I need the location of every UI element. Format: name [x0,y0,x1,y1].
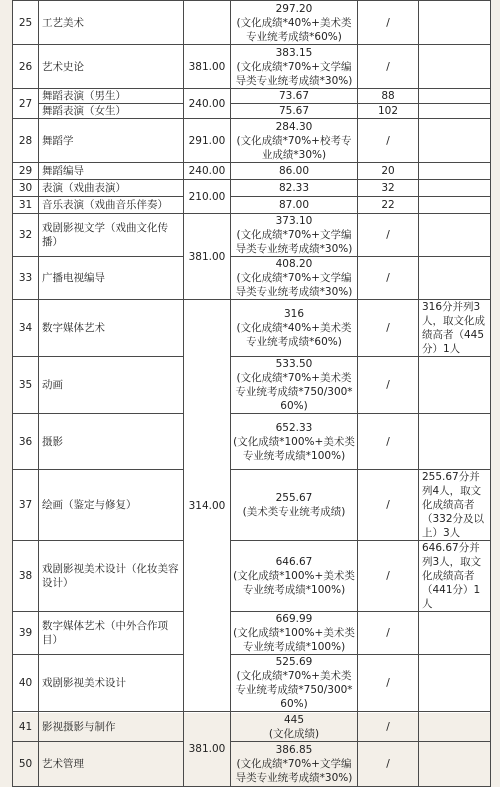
note-cell [419,163,491,180]
score-value: 73.67 [231,89,358,104]
table-row [13,89,491,104]
score-cell [231,541,358,612]
line-score: 381.00 [184,214,231,300]
major-name: 艺术管理 [39,742,184,787]
major-number: 41 [13,712,39,742]
rank-value: / [358,742,419,787]
score-cell [231,655,358,712]
rank-value: 22 [358,197,419,214]
score-formula: (文化成绩*100%+美术类专业统考成绩*100%) [233,627,355,653]
score-formula: (文化成绩*70%+文学编导类专业统考成绩*30%) [235,272,353,298]
score-value: 316 [283,308,305,320]
table-row [13,300,491,357]
major-number: 50 [13,742,39,787]
note-cell [419,712,491,742]
table-row [13,163,491,180]
score-cell [231,357,358,414]
major-number: 27 [13,89,39,119]
tie-note: 646.67分并列3人，取文化成绩高者（441分）1人 [419,541,491,612]
note-cell [419,612,491,655]
score-value: 82.33 [231,180,358,197]
score-formula: (文化成绩*70%+文学编导类专业统考成绩*30%) [235,229,353,255]
note-cell [419,357,491,414]
score-value: 525.69 [275,656,313,668]
note-cell [419,197,491,214]
score-value: 284.30 [275,120,313,133]
table-row [13,197,491,214]
major-number: 40 [13,655,39,712]
major-name: 绘画（鉴定与修复） [39,470,184,541]
note-cell [419,742,491,787]
major-number: 35 [13,357,39,414]
score-cell [231,214,358,257]
score-formula: (文化成绩*70%+美术类专业统考成绩*750/300*60%) [235,670,353,710]
major-number: 36 [13,414,39,470]
table-row [13,45,491,89]
rank-value: / [358,119,419,163]
rank-value: / [358,257,419,300]
major-name: 表演（戏曲表演） [39,180,184,197]
major-number: 25 [13,1,39,45]
major-name: 摄影 [39,414,184,470]
rank-value: / [358,541,419,612]
note-cell [419,104,491,119]
major-name: 舞蹈表演（男生） [39,89,184,104]
table-row [13,414,491,470]
note-cell [419,214,491,257]
major-number: 30 [13,180,39,197]
table-row [13,257,491,300]
major-number: 29 [13,163,39,180]
major-name: 影视摄影与制作 [39,712,184,742]
score-cell [231,1,358,45]
note-cell [419,180,491,197]
line-score: 381.00 [184,45,231,89]
score-cell [231,119,358,163]
rank-value: / [358,1,419,45]
score-table [12,0,491,787]
rank-value: / [358,414,419,470]
rank-value: / [358,470,419,541]
major-name: 戏剧影视美术设计（化妆美容设计） [39,541,184,612]
score-formula: (文化成绩*70%+美术类专业统考成绩*750/300*60%) [235,372,353,412]
score-cell [231,414,358,470]
major-name: 戏剧影视文学（戏曲文化传播） [39,214,184,257]
table-row [13,357,491,414]
major-number: 32 [13,214,39,257]
rank-value: / [358,357,419,414]
rank-value: / [358,214,419,257]
line-score: 314.00 [184,300,231,712]
line-score: 381.00 [184,712,231,787]
note-cell [419,257,491,300]
major-number: 39 [13,612,39,655]
table-row [13,1,491,45]
table-row [13,470,491,541]
major-number: 34 [13,300,39,357]
major-name: 舞蹈学 [39,119,184,163]
major-number: 31 [13,197,39,214]
score-formula: (文化成绩*100%+美术类专业统考成绩*100%) [233,435,355,462]
line-score: 240.00 [184,89,231,119]
table-row [13,541,491,612]
score-cell [231,712,358,742]
major-name: 音乐表演（戏曲音乐伴奏） [39,197,184,214]
score-formula: (美术类专业统考成绩) [242,506,346,518]
score-cell [231,257,358,300]
table-row [13,180,491,197]
score-formula: (文化成绩*70%+文学编导类专业统考成绩*30%) [235,758,353,784]
score-value: 646.67 [275,556,313,568]
note-cell [419,414,491,470]
note-cell [419,45,491,89]
score-formula: (文化成绩*100%+美术类专业统考成绩*100%) [233,570,355,596]
score-value: 386.85 [275,744,313,756]
admission-score-sheet [12,0,490,784]
score-cell [231,742,358,787]
score-value: 445 [283,713,305,726]
table-row [13,104,491,119]
table-row [13,712,491,742]
rank-value: / [358,300,419,357]
line-score: 210.00 [184,180,231,214]
score-value: 383.15 [275,46,313,59]
line-cell-empty [184,1,231,45]
rank-value: 88 [358,89,419,104]
score-formula: (文化成绩*40%+美术类专业统考成绩*60%) [236,322,352,348]
rank-value: / [358,45,419,89]
table-row [13,655,491,712]
rank-value: 102 [358,104,419,119]
major-name: 动画 [39,357,184,414]
score-cell [231,45,358,89]
table-row [13,214,491,257]
score-value: 652.33 [275,421,313,434]
major-number: 38 [13,541,39,612]
major-name: 数字媒体艺术（中外合作项目） [39,612,184,655]
score-formula: (文化成绩*70%+校考专业成绩*30%) [236,134,352,161]
major-name: 舞蹈表演（女生） [39,104,184,119]
major-name: 广播电视编导 [39,257,184,300]
rank-value: / [358,612,419,655]
score-value: 87.00 [231,197,358,214]
score-value: 373.10 [275,215,313,227]
tie-note: 316分并列3人，取文化成绩高者（445分）1人 [419,300,491,357]
major-name: 戏剧影视美术设计 [39,655,184,712]
score-value: 408.20 [275,258,313,270]
rank-value: / [358,712,419,742]
score-value: 86.00 [231,163,358,180]
note-cell [419,119,491,163]
score-formula: (文化成绩*40%+美术类专业统考成绩*60%) [236,16,352,43]
major-number: 26 [13,45,39,89]
table-row [13,612,491,655]
note-cell [419,1,491,45]
score-cell [231,470,358,541]
line-score: 291.00 [184,119,231,163]
tie-note: 255.67分并列4人，取文化成绩高者（332分及以上）3人 [419,470,491,541]
major-number: 37 [13,470,39,541]
major-name: 工艺美术 [39,1,184,45]
score-value: 75.67 [231,104,358,119]
score-value: 255.67 [275,492,313,504]
rank-value: 32 [358,180,419,197]
score-value: 297.20 [275,2,313,15]
major-name: 数字媒体艺术 [39,300,184,357]
score-formula: (文化成绩) [268,727,320,740]
table-row [13,742,491,787]
major-number: 33 [13,257,39,300]
rank-value: 20 [358,163,419,180]
score-cell [231,300,358,357]
score-cell [231,612,358,655]
major-name: 舞蹈编导 [39,163,184,180]
note-cell [419,89,491,104]
score-value: 669.99 [275,613,313,625]
note-cell [419,655,491,712]
rank-value: / [358,655,419,712]
major-number: 28 [13,119,39,163]
score-value: 533.50 [275,358,313,370]
line-score: 240.00 [184,163,231,180]
score-formula: (文化成绩*70%+文学编导类专业统考成绩*30%) [235,60,353,87]
table-row [13,119,491,163]
major-name: 艺术史论 [39,45,184,89]
